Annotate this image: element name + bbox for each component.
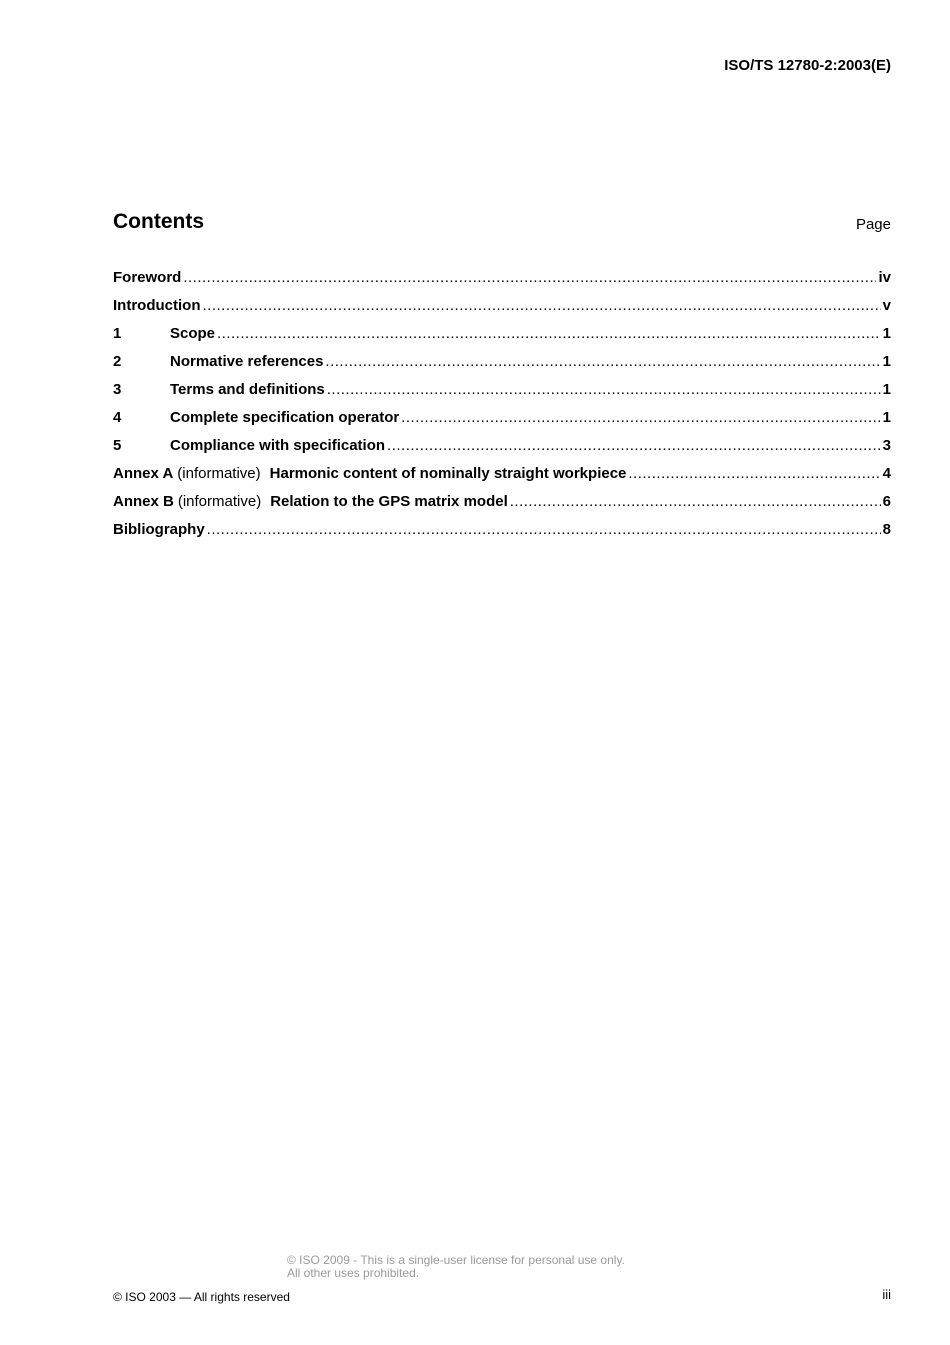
toc-leader-dots xyxy=(387,436,881,456)
toc-entry-page: 1 xyxy=(882,353,891,370)
toc-entry-number: 2 xyxy=(113,353,122,370)
toc-entry-complete-specification-operator[interactable] xyxy=(113,408,891,436)
copyright-notice: © ISO 2003 — All rights reserved xyxy=(113,1290,290,1304)
toc-leader-dots xyxy=(202,296,880,316)
license-line-1: © ISO 2009 - This is a single-user license for personal use only. xyxy=(287,1253,625,1267)
toc-entry-introduction[interactable] xyxy=(113,296,891,324)
toc-entry-title: Harmonic content of nominally straight workpiece xyxy=(269,465,627,482)
toc-annex-label: Annex B xyxy=(113,493,174,510)
page-number: iii xyxy=(882,1287,891,1302)
toc-leader-dots xyxy=(628,464,880,484)
toc-entry-normative-references[interactable] xyxy=(113,352,891,380)
toc-entry-number: 4 xyxy=(113,409,122,426)
toc-entry-number: 1 xyxy=(113,325,122,342)
contents-title: Contents xyxy=(113,210,204,233)
toc-leader-dots xyxy=(327,380,881,400)
toc-entry-page: 4 xyxy=(882,465,891,482)
toc-entry-number: 5 xyxy=(113,437,122,454)
toc-leader-dots xyxy=(207,520,881,540)
toc-entry-terms-and-definitions[interactable] xyxy=(113,380,891,408)
toc-entry-title: Terms and definitions xyxy=(170,381,325,398)
toc-entry-title: Compliance with specification xyxy=(170,437,386,454)
table-of-contents xyxy=(113,268,891,548)
toc-entry-title: Introduction xyxy=(113,297,201,314)
toc-annex-note: (informative) xyxy=(177,465,261,482)
toc-entry-title: Bibliography xyxy=(113,521,205,538)
toc-entry-title: Complete specification operator xyxy=(170,409,400,426)
toc-entry-annex-a[interactable] xyxy=(113,464,891,492)
toc-entry-page: 1 xyxy=(882,325,891,342)
toc-leader-dots xyxy=(401,408,880,428)
toc-entry-page: 3 xyxy=(882,437,891,454)
license-line-2: All other uses prohibited. xyxy=(287,1266,420,1280)
toc-entry-page: 6 xyxy=(882,493,891,510)
toc-entry-number: 3 xyxy=(113,381,122,398)
toc-entry-annex-b[interactable] xyxy=(113,492,891,520)
license-notice xyxy=(287,1254,625,1280)
toc-annex-note: (informative) xyxy=(177,493,262,510)
toc-entry-compliance-with-specification[interactable] xyxy=(113,436,891,464)
toc-entry-title: Normative references xyxy=(170,353,324,370)
toc-entry-scope[interactable] xyxy=(113,324,891,352)
toc-entry-page: 1 xyxy=(882,381,891,398)
toc-entry-foreword[interactable] xyxy=(113,268,891,296)
toc-leader-dots xyxy=(217,324,881,344)
page-column-label: Page xyxy=(855,216,891,233)
toc-entry-page: v xyxy=(882,297,891,314)
toc-entry-title: Foreword xyxy=(113,269,182,286)
toc-leader-dots xyxy=(325,352,880,372)
toc-annex-label: Annex A xyxy=(113,465,174,482)
toc-entry-title: Scope xyxy=(170,325,216,342)
toc-entry-title: Relation to the GPS matrix model xyxy=(270,493,508,510)
toc-leader-dots xyxy=(183,268,876,288)
document-id: ISO/TS 12780-2:2003(E) xyxy=(724,57,891,74)
toc-entry-page: 8 xyxy=(882,521,891,538)
toc-leader-dots xyxy=(510,492,881,512)
toc-entry-page: 1 xyxy=(882,409,891,426)
toc-entry-page: iv xyxy=(878,269,891,286)
toc-entry-bibliography[interactable] xyxy=(113,520,891,548)
